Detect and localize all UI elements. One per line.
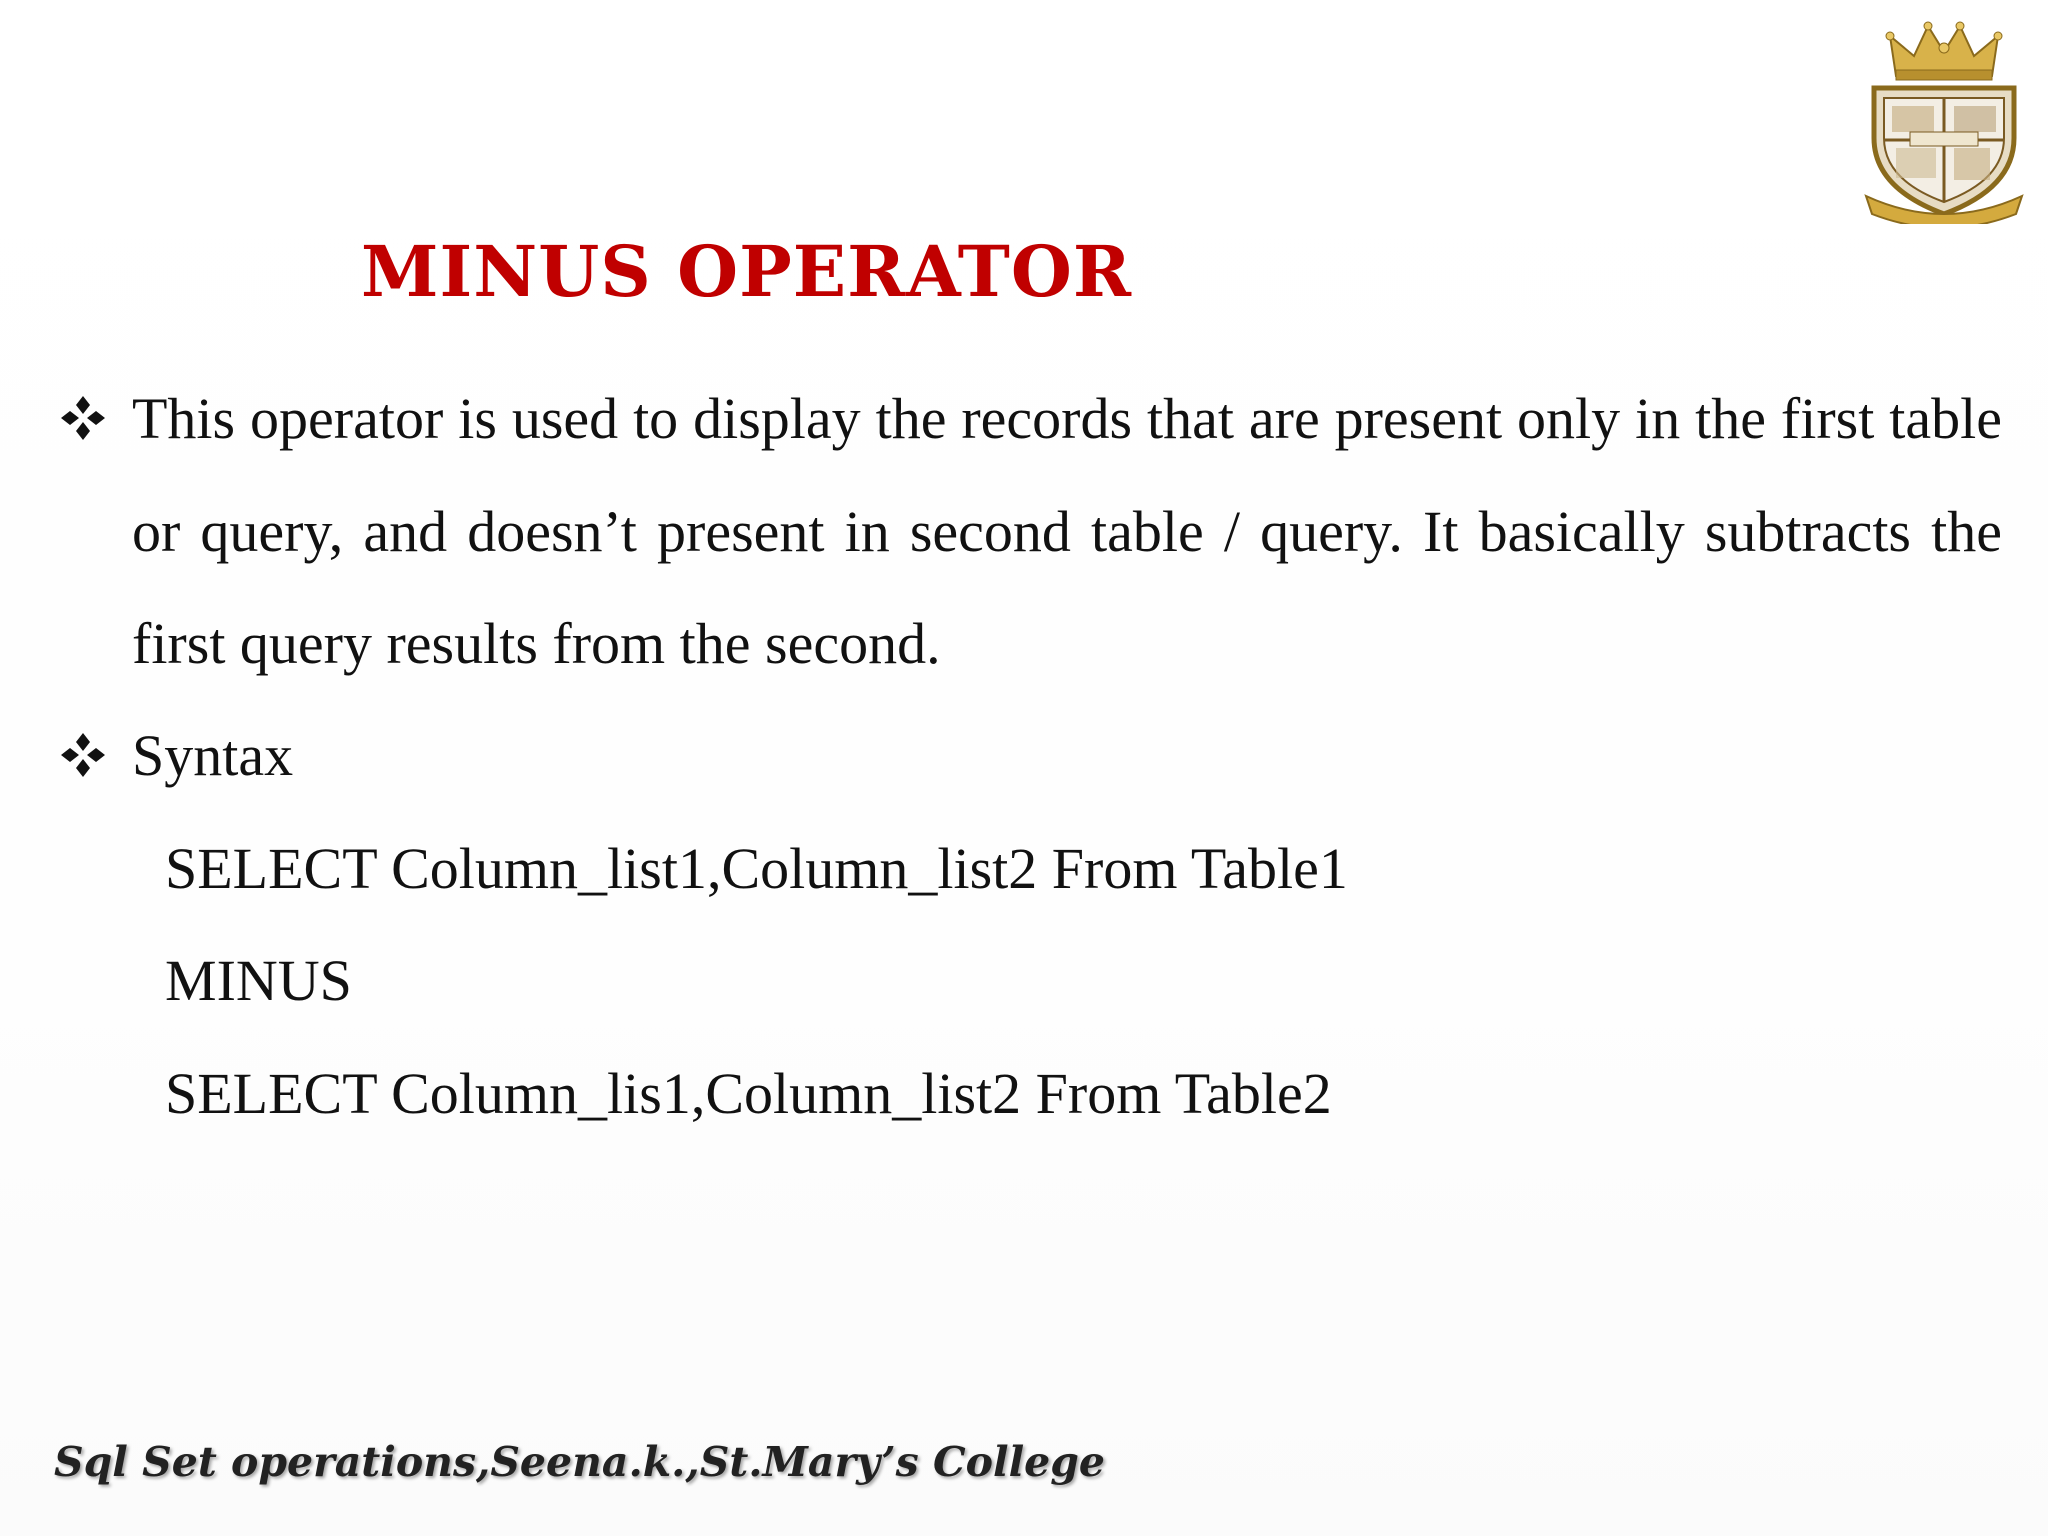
college-crest-icon <box>1856 18 2032 224</box>
syntax-label: Syntax <box>132 723 294 788</box>
four-diamond-bullet-icon <box>58 730 108 780</box>
syntax-line: SELECT Column_list1,Column_list2 From Table1 <box>165 836 1348 901</box>
syntax-line: MINUS <box>165 948 352 1013</box>
slide-footer: Sql Set operations,Seena.k.,St.Mary’s College <box>54 1438 1106 1486</box>
slide-title: MINUS OPERATOR <box>361 230 1133 313</box>
bullet-text: This operator is used to display the records that are present only in the first table or query, and doesn’t present in second table / query. It basically subtracts the first query results from the second. <box>132 386 2002 676</box>
four-diamond-bullet-icon <box>58 393 108 443</box>
syntax-line: SELECT Column_lis1,Column_list2 From Table2 <box>165 1061 1332 1126</box>
